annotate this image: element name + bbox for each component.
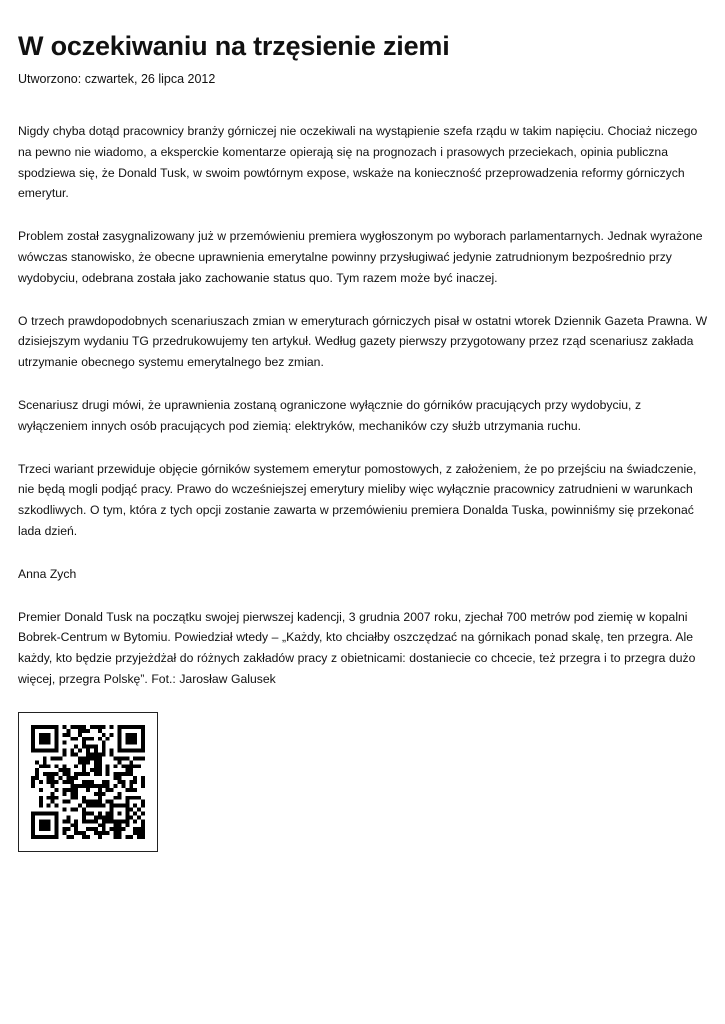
paragraph: O trzech prawdopodobnych scenariuszach zmian w emeryturach górniczych pisał w ostatni wtorek Dziennik Gazeta Prawna. W dzisiejszym wydaniu TG przedrukowujemy ten artykuł. Według gazety pierwszy przygotowany przez rząd scenariusz zakłada utrzymanie obecnego systemu emerytalnego bez zmian.	[18, 313, 708, 370]
created-date: Utworzono: czwartek, 26 lipca 2012	[18, 72, 216, 86]
page-title: W oczekiwaniu na trzęsienie ziemi	[18, 31, 450, 61]
author-name: Anna Zych	[18, 566, 77, 581]
qr-code-icon	[31, 725, 145, 839]
article-page	[18, 0, 708, 852]
photo-caption: Premier Donald Tusk na początku swojej pierwszej kadencji, 3 grudnia 2007 roku, zjechał 700 metrów pod ziemię w kopalni Bobrek-Centrum w Bytomiu. Powiedział wtedy – „Każdy, kto chciałby oszczędzać na górnikach ponad skalę, ten przegra. Ale każdy, kto będzie przyjeżdżał do różnych zakładów pracy z obietnicami: dostaniecie co chcecie, też przegra i to przegra dużo więcej, przegra Polskę”. Fot.: Jarosław Galusek	[18, 609, 696, 686]
paragraph: Trzeci wariant przewiduje objęcie górników systemem emerytur pomostowych, z założeniem, że po przejściu na świadczenie, nie będą mogli podjąć pracy. Prawo do wcześniejszej emerytury mieliby więc wyłącznie pracownicy zatrudnieni w warunkach szkodliwych. O tym, która z tych opcji zostanie zawarta w przemówieniu premiera Donalda Tuska, powinniśmy się przekonać lada dzień.	[18, 461, 697, 538]
paragraph: Scenariusz drugi mówi, że uprawnienia zostaną ograniczone wyłącznie do górników pracujących przy wydobyciu, z wyłączeniem innych osób pracujących pod ziemią: elektryków, mechaników czy służb utrzymania ruchu.	[18, 397, 642, 433]
paragraph: Nigdy chyba dotąd pracownicy branży górniczej nie oczekiwali na wystąpienie szefa rządu w takim napięciu. Chociaż niczego na pewno nie wiadomo, a eksperckie komentarze opierają się na prognozach i prasowych przeciekach, opinia publiczna spodziewa się, że Donald Tusk, w swoim powtórnym expose, wskaże na konieczność przeprowadzenia reformy górniczych emerytur.	[18, 124, 698, 201]
qr-code-frame	[18, 712, 158, 852]
paragraph: Problem został zasygnalizowany już w przemówieniu premiera wygłoszonym po wyborach parlamentarnych. Jednak wyrażone wówczas stanowisko, że obecne uprawnienia emerytalne powinny przysługiwać jedynie zatrudnionym bezpośrednio przy wydobyciu, odebrana została jako zachowanie status quo. Tym razem może być inaczej.	[18, 229, 703, 285]
article-body	[18, 121, 708, 690]
